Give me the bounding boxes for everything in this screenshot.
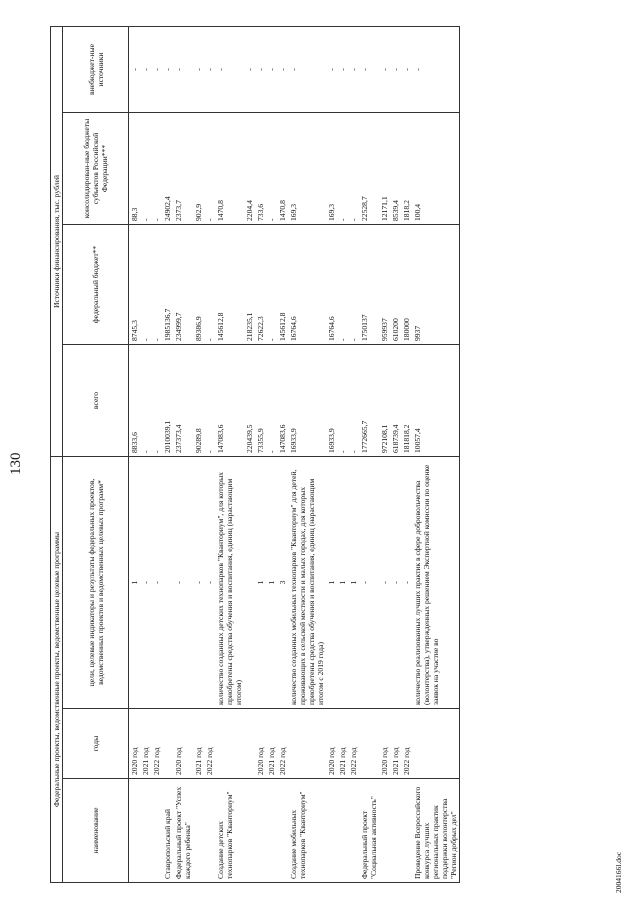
cell-year: 2020 год (173, 709, 193, 779)
cell-indicator: - (173, 457, 193, 709)
cell-extrabudget: - (193, 27, 204, 113)
cell-name (326, 779, 337, 883)
cell-year: 2021 год (140, 709, 151, 779)
cell-indicator: - (359, 457, 379, 709)
cell-indicator: количество реализованных лучших практик в сфере добровольчества (волонтерства), утвержденных решением Экспертной комиссии по оценке заявок на участие во (412, 457, 460, 709)
cell-extrabudget: - (390, 27, 401, 113)
table-row (204, 27, 215, 883)
cell-consolidated: 22528,7 (359, 113, 379, 225)
table-row (390, 27, 401, 883)
cell-consolidated: 2373,7 (173, 113, 193, 225)
cell-indicator: - (390, 457, 401, 709)
cell-year: 2022 год (277, 709, 288, 779)
cell-year (215, 709, 244, 779)
cell-federal: 72622,3 (255, 225, 266, 345)
cell-extrabudget: - (255, 27, 266, 113)
table-row (379, 27, 390, 883)
cell-extrabudget: - (277, 27, 288, 113)
cell-federal: 1985136,7 (162, 225, 173, 345)
header-consolidated: консолидирован-ные бюджеты субъектов Российской Федерации*** (63, 113, 129, 225)
cell-name: Проведение Всероссийского конкурса лучших региональных практик поддержки волонтерства "Регион добрых дел" (412, 779, 460, 883)
cell-name (244, 779, 255, 883)
cell-federal: - (266, 225, 277, 345)
header-extrabudget: внебюджет-ные источники (63, 27, 129, 113)
table-row (193, 27, 204, 883)
table-row (255, 27, 266, 883)
cell-year: 2021 год (390, 709, 401, 779)
cell-consolidated: 169,3 (288, 113, 326, 225)
cell-total: - (140, 345, 151, 457)
header-name: наименование (63, 779, 129, 883)
cell-indicator: - (193, 457, 204, 709)
footer-filename: 2004166l.doc (614, 851, 623, 893)
cell-extrabudget: - (140, 27, 151, 113)
table-row (244, 27, 255, 883)
cell-consolidated: 1818,2 (401, 113, 412, 225)
cell-extrabudget: - (162, 27, 173, 113)
cell-indicator: количество созданных детских технопарков "Кванториум", для которых приобретены средства обучения и воспитания, единиц (нарастающим итогом) (215, 457, 244, 709)
cell-indicator: 1 (255, 457, 266, 709)
cell-name (348, 779, 359, 883)
cell-consolidated: 8539,4 (390, 113, 401, 225)
cell-indicator: 1 (326, 457, 337, 709)
cell-name: Создание детских технопарков "Кванториум" (215, 779, 244, 883)
cell-federal: 89386,9 (193, 225, 204, 345)
cell-year (288, 709, 326, 779)
cell-extrabudget: - (266, 27, 277, 113)
cell-name (379, 779, 390, 883)
cell-total: - (337, 345, 348, 457)
cell-total: 618739,4 (390, 345, 401, 457)
cell-year (412, 709, 460, 779)
header-federal: федеральный бюджет** (63, 225, 129, 345)
program-table (50, 26, 460, 883)
cell-indicator: - (379, 457, 390, 709)
cell-total: 8833,6 (129, 345, 141, 457)
table-row (412, 27, 460, 883)
cell-indicator: 1 (129, 457, 141, 709)
cell-year (359, 709, 379, 779)
table-row (401, 27, 412, 883)
cell-total: 90289,8 (193, 345, 204, 457)
cell-consolidated: - (140, 113, 151, 225)
table-row (326, 27, 337, 883)
cell-consolidated: - (337, 113, 348, 225)
cell-indicator: 1 (337, 457, 348, 709)
cell-name (151, 779, 162, 883)
cell-extrabudget: - (244, 27, 255, 113)
table-row (151, 27, 162, 883)
cell-total: 220439,5 (244, 345, 255, 457)
cell-federal: - (204, 225, 215, 345)
cell-total: - (348, 345, 359, 457)
cell-federal: 16764,6 (326, 225, 337, 345)
cell-federal: 234999,7 (173, 225, 193, 345)
cell-federal: 1750137 (359, 225, 379, 345)
table-row (215, 27, 244, 883)
cell-year: 2021 год (337, 709, 348, 779)
table-row (288, 27, 326, 883)
cell-extrabudget: - (348, 27, 359, 113)
cell-extrabudget: - (326, 27, 337, 113)
cell-consolidated: 12171,1 (379, 113, 390, 225)
cell-extrabudget: - (401, 27, 412, 113)
cell-year: 2022 год (151, 709, 162, 779)
cell-year (244, 709, 255, 779)
cell-indicator: - (151, 457, 162, 709)
cell-federal: 180000 (401, 225, 412, 345)
cell-extrabudget: - (215, 27, 244, 113)
cell-consolidated: 733,6 (255, 113, 266, 225)
cell-year: 2022 год (204, 709, 215, 779)
table-row (173, 27, 193, 883)
cell-total: - (204, 345, 215, 457)
table-row (140, 27, 151, 883)
cell-indicator (244, 457, 255, 709)
cell-consolidated: 100,4 (412, 113, 460, 225)
cell-total: 181818,2 (401, 345, 412, 457)
cell-indicator: 1 (348, 457, 359, 709)
cell-federal: 16764,6 (288, 225, 326, 345)
cell-indicator: 1 (266, 457, 277, 709)
cell-year: 2021 год (193, 709, 204, 779)
header-group-programs: Федеральные проекты, ведомственные проекты, ведомственные целевые программы (51, 457, 63, 883)
cell-name (204, 779, 215, 883)
cell-consolidated: 2204,4 (244, 113, 255, 225)
cell-indicator: - (204, 457, 215, 709)
cell-extrabudget: - (379, 27, 390, 113)
cell-federal: 9937 (412, 225, 460, 345)
cell-federal: 218235,1 (244, 225, 255, 345)
cell-extrabudget: - (412, 27, 460, 113)
cell-federal: - (337, 225, 348, 345)
cell-name (390, 779, 401, 883)
cell-total: 237373,4 (173, 345, 193, 457)
table-row (129, 27, 141, 883)
cell-name (193, 779, 204, 883)
cell-total: 10057,4 (412, 345, 460, 457)
cell-name: Федеральный проект "Социальная активность" (359, 779, 379, 883)
table-row (359, 27, 379, 883)
cell-consolidated: 88,3 (129, 113, 141, 225)
cell-indicator: количество созданных мобильных технопарков "Кванториум" для детей, проживающих в сельской местности и малых городах, для которых приобретены средства обучения и воспитания, единиц (нарастающим итогом с 2019 года) (288, 457, 326, 709)
cell-federal: 8745,3 (129, 225, 141, 345)
cell-total: 16933,9 (288, 345, 326, 457)
cell-name (401, 779, 412, 883)
cell-name (255, 779, 266, 883)
cell-indicator (162, 457, 173, 709)
cell-consolidated: 1470,8 (215, 113, 244, 225)
cell-extrabudget: - (204, 27, 215, 113)
cell-total: 147083,6 (215, 345, 244, 457)
table-row (266, 27, 277, 883)
cell-year: 2020 год (255, 709, 266, 779)
header-years: годы (63, 709, 129, 779)
cell-federal: 959937 (379, 225, 390, 345)
cell-extrabudget: - (288, 27, 326, 113)
cell-total: 2010039,1 (162, 345, 173, 457)
cell-indicator: - (140, 457, 151, 709)
cell-total: 16933,9 (326, 345, 337, 457)
cell-year: 2022 год (348, 709, 359, 779)
cell-year (162, 709, 173, 779)
cell-total: - (151, 345, 162, 457)
cell-year: 2020 год (129, 709, 141, 779)
cell-indicator: 3 (277, 457, 288, 709)
cell-year: 2020 год (326, 709, 337, 779)
cell-total: 1772665,7 (359, 345, 379, 457)
page-number: 130 (8, 452, 24, 475)
cell-year: 2020 год (379, 709, 390, 779)
cell-total: - (266, 345, 277, 457)
cell-consolidated: - (348, 113, 359, 225)
cell-name (140, 779, 151, 883)
cell-federal: 145612,8 (215, 225, 244, 345)
cell-consolidated: - (204, 113, 215, 225)
cell-federal: - (151, 225, 162, 345)
cell-total: 73355,9 (255, 345, 266, 457)
header-indicators: цели, целевые индикаторы и результаты федеральных проектов, ведомственных проектов и ведомственных целевых программ* (63, 457, 129, 709)
table-row (277, 27, 288, 883)
cell-year: 2022 год (401, 709, 412, 779)
cell-extrabudget: - (359, 27, 379, 113)
cell-consolidated: 169,3 (326, 113, 337, 225)
cell-name (337, 779, 348, 883)
cell-name (277, 779, 288, 883)
cell-total: 147083,6 (277, 345, 288, 457)
cell-federal: - (140, 225, 151, 345)
cell-consolidated: - (266, 113, 277, 225)
cell-federal: - (348, 225, 359, 345)
cell-extrabudget: - (337, 27, 348, 113)
header-group-funding: Источники финансирования, тыс. рублей (51, 27, 63, 457)
cell-consolidated: - (151, 113, 162, 225)
cell-consolidated: 24902,4 (162, 113, 173, 225)
table-row (162, 27, 173, 883)
cell-extrabudget: - (129, 27, 141, 113)
cell-indicator: - (401, 457, 412, 709)
table-row (348, 27, 359, 883)
cell-name (266, 779, 277, 883)
cell-name (129, 779, 141, 883)
cell-federal: 145612,8 (277, 225, 288, 345)
cell-consolidated: 1470,8 (277, 113, 288, 225)
cell-name: Ставропольский край (162, 779, 173, 883)
table-row (337, 27, 348, 883)
cell-name: Создание мобильных технопарков "Кванториум" (288, 779, 326, 883)
cell-consolidated: 902,9 (193, 113, 204, 225)
cell-total: 972108,1 (379, 345, 390, 457)
cell-federal: 610200 (390, 225, 401, 345)
cell-extrabudget: - (151, 27, 162, 113)
cell-name: Федеральный проект "Успех каждого ребенка" (173, 779, 193, 883)
header-total: всего (63, 345, 129, 457)
cell-extrabudget: - (173, 27, 193, 113)
cell-year: 2021 год (266, 709, 277, 779)
